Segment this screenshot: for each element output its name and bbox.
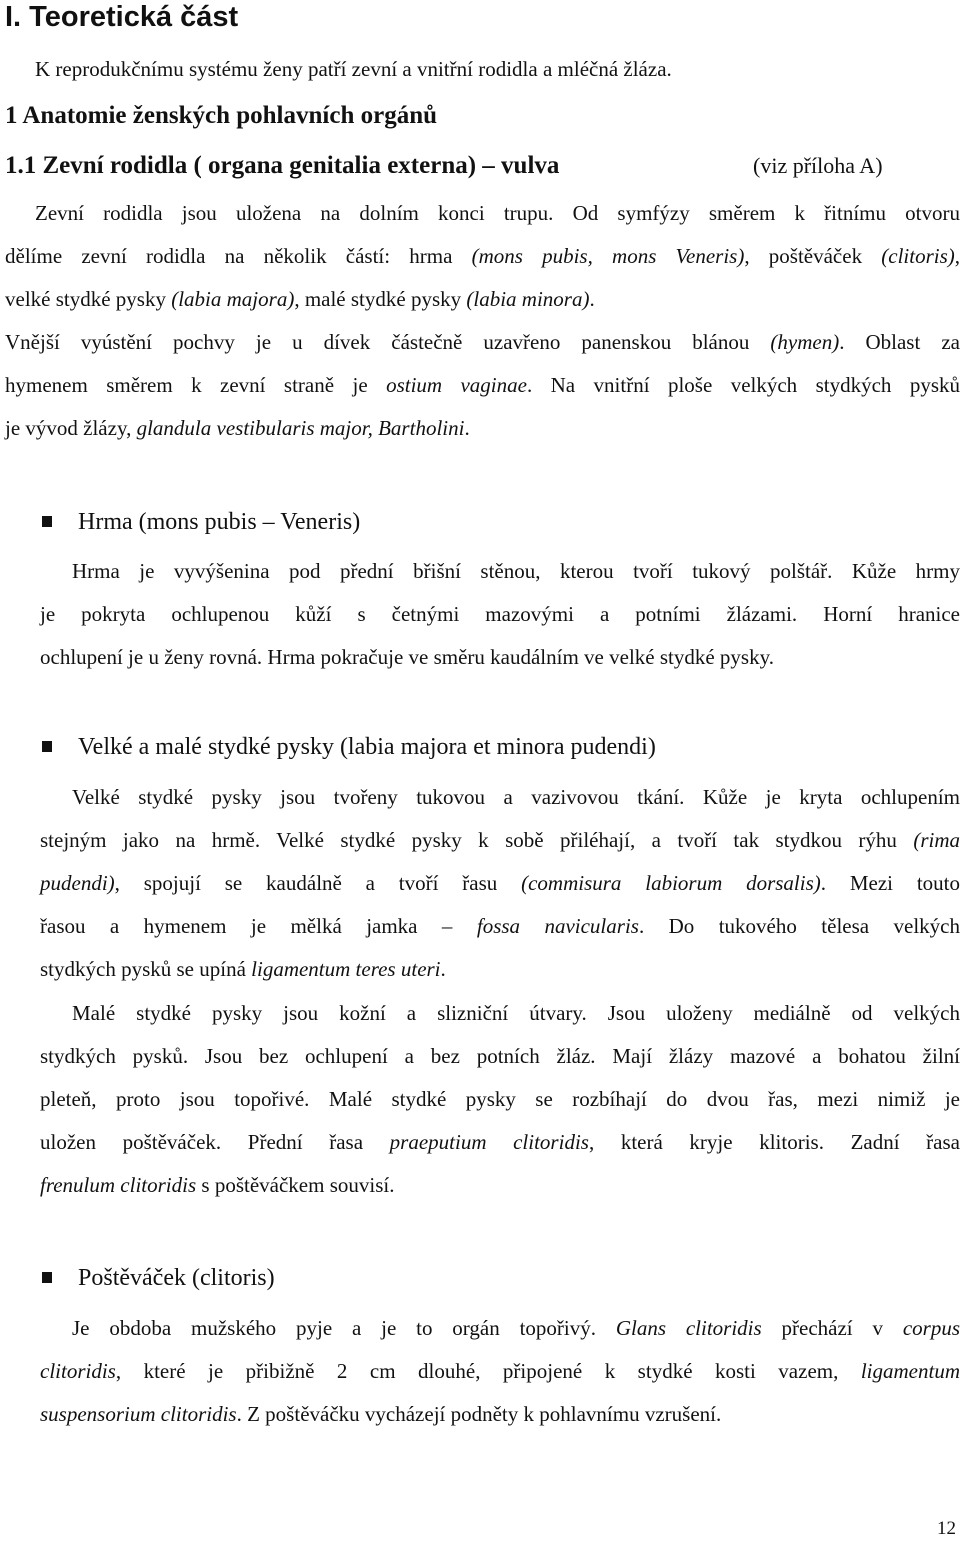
vulva-line-2: dělíme zevní rodidla na několik částí: hrma (mons pubis, mons Veneris), poštěváček (clitoris), (5, 244, 960, 268)
vulva-line-5: hymenem směrem k zevní straně je ostium vaginae. Na vnitřní ploše velkých stydkých pysků (5, 373, 960, 397)
heading-vulva-reference: (viz příloha A) (753, 153, 883, 178)
labia-line-5: stydkých pysků se upíná ligamentum teres uteri. (40, 957, 446, 981)
vulva-paragraph (5, 192, 960, 450)
vulva-line-4: Vnější vyústění pochvy je u dívek částečně uzavřeno panenskou blánou (hymen). Oblast za (5, 330, 960, 354)
labia-line-2: stejným jako na hrmě. Velké stydké pysky k sobě přiléhají, a tvoří tak stydkou rýhu (rima (40, 828, 960, 852)
hrma-paragraph (40, 550, 960, 679)
labia-majora-paragraph (40, 776, 960, 991)
vulva-line-3: velké stydké pysky (labia majora), malé stydké pysky (labia minora). (5, 287, 595, 311)
labia-minora-line-4: uložen poštěváček. Přední řasa praeputium clitoridis, která kryje klitoris. Zadní řasa (40, 1130, 960, 1154)
vulva-line-1: Zevní rodidla jsou uložena na dolním konci trupu. Od symfýzy směrem k řitnímu otvoru (35, 201, 960, 225)
clitoris-line-1: Je obdoba mužského pyje a je to orgán topořivý. Glans clitoridis přechází v corpus (72, 1316, 960, 1340)
labia-line-3: pudendi), spojují se kaudálně a tvoří řasu (commisura labiorum dorsalis). Mezi touto (40, 871, 960, 895)
vulva-line-6: je vývod žlázy, glandula vestibularis major, Bartholini. (5, 416, 470, 440)
intro-paragraph: K reprodukčnímu systému ženy patří zevní a vnitřní rodidla a mléčná žláza. (35, 57, 672, 81)
bullet-square-icon (42, 516, 52, 527)
heading-vulva-text: 1.1 Zevní rodidla ( organa genitalia externa) – vulva (5, 152, 560, 179)
labia-minora-line-1: Malé stydké pysky jsou kožní a slizniční útvary. Jsou uloženy mediálně od velkých (72, 1001, 960, 1025)
labia-minora-line-3: pleteň, proto jsou topořivé. Malé stydké pysky se rozbíhají do dvou řas, mezi nimiž je (40, 1087, 960, 1111)
heading-teoreticka-cast: I. Teoretická část (5, 1, 239, 33)
clitoris-line-3: suspensorium clitoridis. Z poštěváčku vycházejí podněty k pohlavnímu vzrušení. (40, 1402, 722, 1426)
page-number: 12 (937, 1518, 956, 1539)
heading-anatomy: 1 Anatomie ženských pohlavních orgánů (5, 102, 438, 129)
bullet-square-icon (42, 741, 52, 752)
labia-minora-paragraph (40, 992, 960, 1207)
labia-line-1: Velké stydké pysky jsou tvořeny tukovou a vazivovou tkání. Kůže je kryta ochlupením (72, 785, 960, 809)
labia-line-4: řasou a hymenem je mělká jamka – fossa navicularis. Do tukového tělesa velkých (40, 914, 960, 938)
document-page: I. Teoretická část K reprodukčnímu systému ženy patří zevní a vnitřní rodidla a mléčná žláza. 1 Anatomie ženských pohlavních orgánů 1.1 Zevní rodidla ( organa genitalia externa) – vulva (viz příloha A) Zevní rodidla jsou uložena na dolním konci trupu. Od symfýzy směrem k řitnímu otvoru dělíme zevní rodidla na několik částí: hrma (mons pubis, mons Veneris), poštěváček (clitoris), velké stydké pysky (labia majora), malé stydké pysky (labia minora). Vnější vyústění pochvy je u dívek částečně uzavřeno panenskou blánou (hymen). Oblast za hymenem směrem k zevní straně je ostium vaginae. Na vnitřní ploše velkých stydkých pysků je vývod žlázy, glandula vestibularis major, Bartholini. Hrma (mons pubis – Veneris) Hrma je vyvýšenina pod přední břišní stěnou, kterou tvoří tukový polštář. Kůže hrmy je pokryta ochlupenou kůží s četnými mazovými a potními žlázami. Horní hranice ochlupení je u ženy rovná. Hrma pokračuje ve směru kaudálním ve velké stydké pysky. Velké a malé stydké pysky (labia majora et minora pudendi) Velké stydké pysky jsou tvořeny tukovou a vazivovou tkání. Kůže je kryta ochlupením stejným jako na hrmě. Velké stydké pysky k sobě přiléhají, a tvoří tak stydkou rýhu (rima pudendi), spojují se kaudálně a tvoří řasu (commisura labiorum dorsalis). Mezi touto řasou a hymenem je mělká jamka – fossa navicularis. Do tukového tělesa velkých stydkých pysků se upíná ligamentum teres uteri. Malé stydké pysky jsou kožní a slizniční útvary. Jsou uloženy mediálně od velkých stydkých pysků. Jsou bez ochlupení a bez potních žláz. Mají žlázy mazové a bohatou žilní pleteň, proto jsou topořivé. Malé stydké pysky se rozbíhají do dvou řas, mezi nimiž je uložen poštěváček. Přední řasa praeputium clitoridis, která kryje klitoris. Zadní řasa frenulum clitoridis s poštěváčkem souvisí. Poštěváček (clitoris) Je obdoba mužského pyje a je to orgán topořivý. Glans clitoridis přechází v corpus clitoridis, které je přibižně 2 cm dlouhé, připojené k stydké kosti vazem, ligamentum suspensorium clitoridis. Z poštěváčku vycházejí podněty k pohlavnímu vzrušení. 12 (0, 0, 960, 1543)
bullet-square-icon (42, 1272, 52, 1283)
clitoris-paragraph (40, 1307, 960, 1436)
hrma-line-2: je pokryta ochlupenou kůží s četnými mazovými a potními žlázami. Horní hranice (40, 602, 960, 626)
heading-vulva (5, 144, 960, 187)
labia-minora-line-2: stydkých pysků. Jsou bez ochlupení a bez potních žláz. Mají žlázy mazové a bohatou žilní (40, 1044, 960, 1068)
hrma-line-3: ochlupení je u ženy rovná. Hrma pokračuje ve směru kaudálním ve velké stydké pysky. (40, 645, 774, 669)
hrma-line-1: Hrma je vyvýšenina pod přední břišní stěnou, kterou tvoří tukový polštář. Kůže hrmy (72, 559, 960, 583)
clitoris-line-2: clitoridis, které je přibižně 2 cm dlouhé, připojené k stydké kosti vazem, ligamentum (40, 1359, 960, 1383)
labia-minora-line-5: frenulum clitoridis s poštěváčkem souvisí. (40, 1173, 395, 1197)
